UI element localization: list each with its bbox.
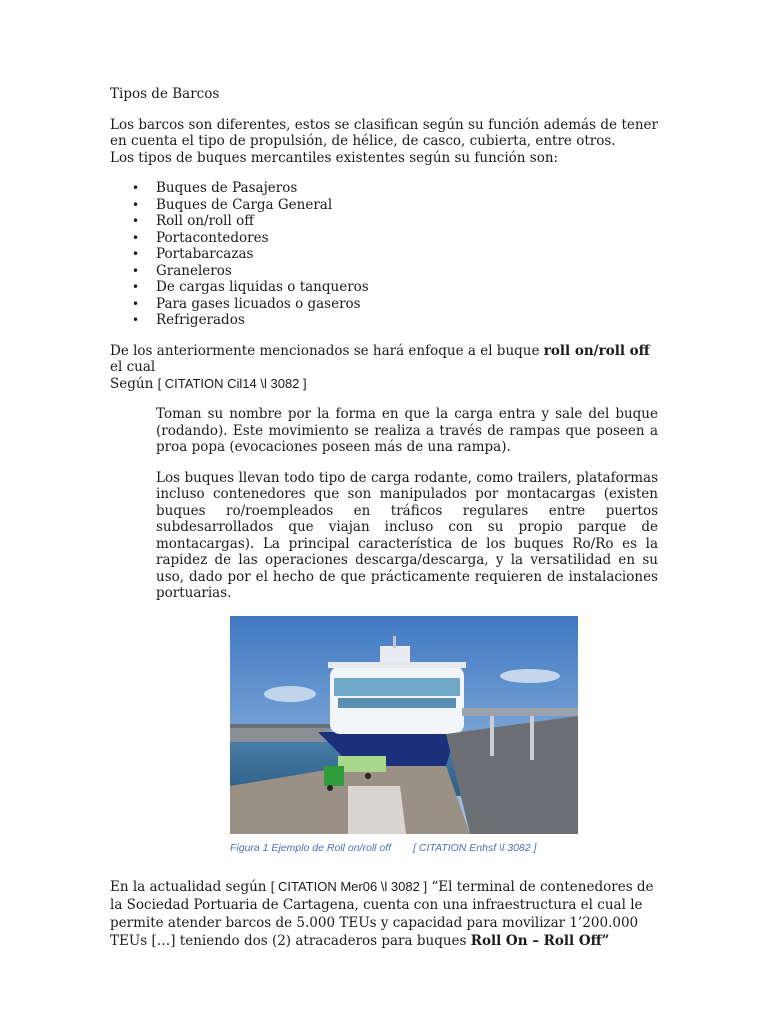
closing-text-before: En la actualidad según <box>110 879 271 895</box>
list-item: • Buques de Pasajeros <box>156 180 658 197</box>
figure <box>230 616 578 857</box>
intro-paragraph: Los barcos son diferentes, estos se clasifican según su función además de tener en cuenta el tipo de propulsión, de hélice, de casco, cubierta, entre otros. <box>110 116 658 149</box>
focus-bold-term: roll on/roll off <box>543 342 650 359</box>
quote-paragraph-2: Los buques llevan todo tipo de carga rodante, como trailers, plataformas incluso contenedores que son manipulados por montacargas (existen buques ro/roempleados en tráficos regulares entre puertos subdesarrollados que viajan incluso con su propio parque de montacargas). La principal característica de los buques Ro/Ro es la rapidez de las operaciones descarga/descarga, y la versatilidad en su uso, dado por el hecho de que prácticamente requieren de instalaciones portuarias. <box>156 469 658 601</box>
focus-text-after: el cual <box>110 359 156 375</box>
list-item: • Buques de Carga General <box>156 197 658 214</box>
list-item: • Graneleros <box>156 263 658 280</box>
figure-caption-text: Figura 1 Ejemplo de Roll on/roll off <box>230 841 392 854</box>
roro-ship-photo <box>230 616 578 834</box>
closing-citation: [ CITATION Mer06 \l 3082 ] <box>270 879 428 894</box>
list-item: • De cargas liquidas o tanqueros <box>156 279 658 296</box>
intro-lead-in: Los tipos de buques mercantiles existentes según su función son: <box>110 149 559 166</box>
figure-caption <box>230 840 578 857</box>
closing-paragraph <box>110 878 658 950</box>
block-quote <box>156 406 658 602</box>
list-item: • Para gases licuados o gaseros <box>156 296 658 313</box>
list-item: • Roll on/roll off <box>156 213 658 230</box>
focus-citation: [ CITATION Cil14 \l 3082 ] <box>157 375 307 391</box>
document-title: Tipos de Barcos <box>110 86 220 102</box>
quote-paragraph-1: Toman su nombre por la forma en que la carga entra y sale del buque (rodando). Este movimiento se realiza a través de rampas que poseen a proa popa (evocaciones poseen más de una rampa). <box>156 406 658 455</box>
list-item: • Portacontedores <box>156 230 658 247</box>
document-body <box>110 86 658 950</box>
focus-paragraph <box>110 343 658 393</box>
list-item: • Refrigerados <box>156 312 658 329</box>
ship-types-list <box>110 180 658 329</box>
figure-caption-citation: [ CITATION Enhsf \l 3082 ] <box>413 841 537 854</box>
closing-quote: “El terminal de contenedores de la Sociedad Portuaria de Cartagena, cuenta con una infraestructura el cual le permite atender barcos de 5.000 TEUs y capacidad para movilizar 1’200.000 TEUs […] teniendo dos (2) atracaderos para buques <box>110 879 654 949</box>
closing-bold-term: Roll On – Roll Off” <box>470 933 610 949</box>
list-item: • Portabarcazas <box>156 246 658 263</box>
focus-segun: Según <box>110 375 158 392</box>
focus-text-before: De los anteriormente mencionados se hará enfoque a el buque <box>110 342 544 359</box>
